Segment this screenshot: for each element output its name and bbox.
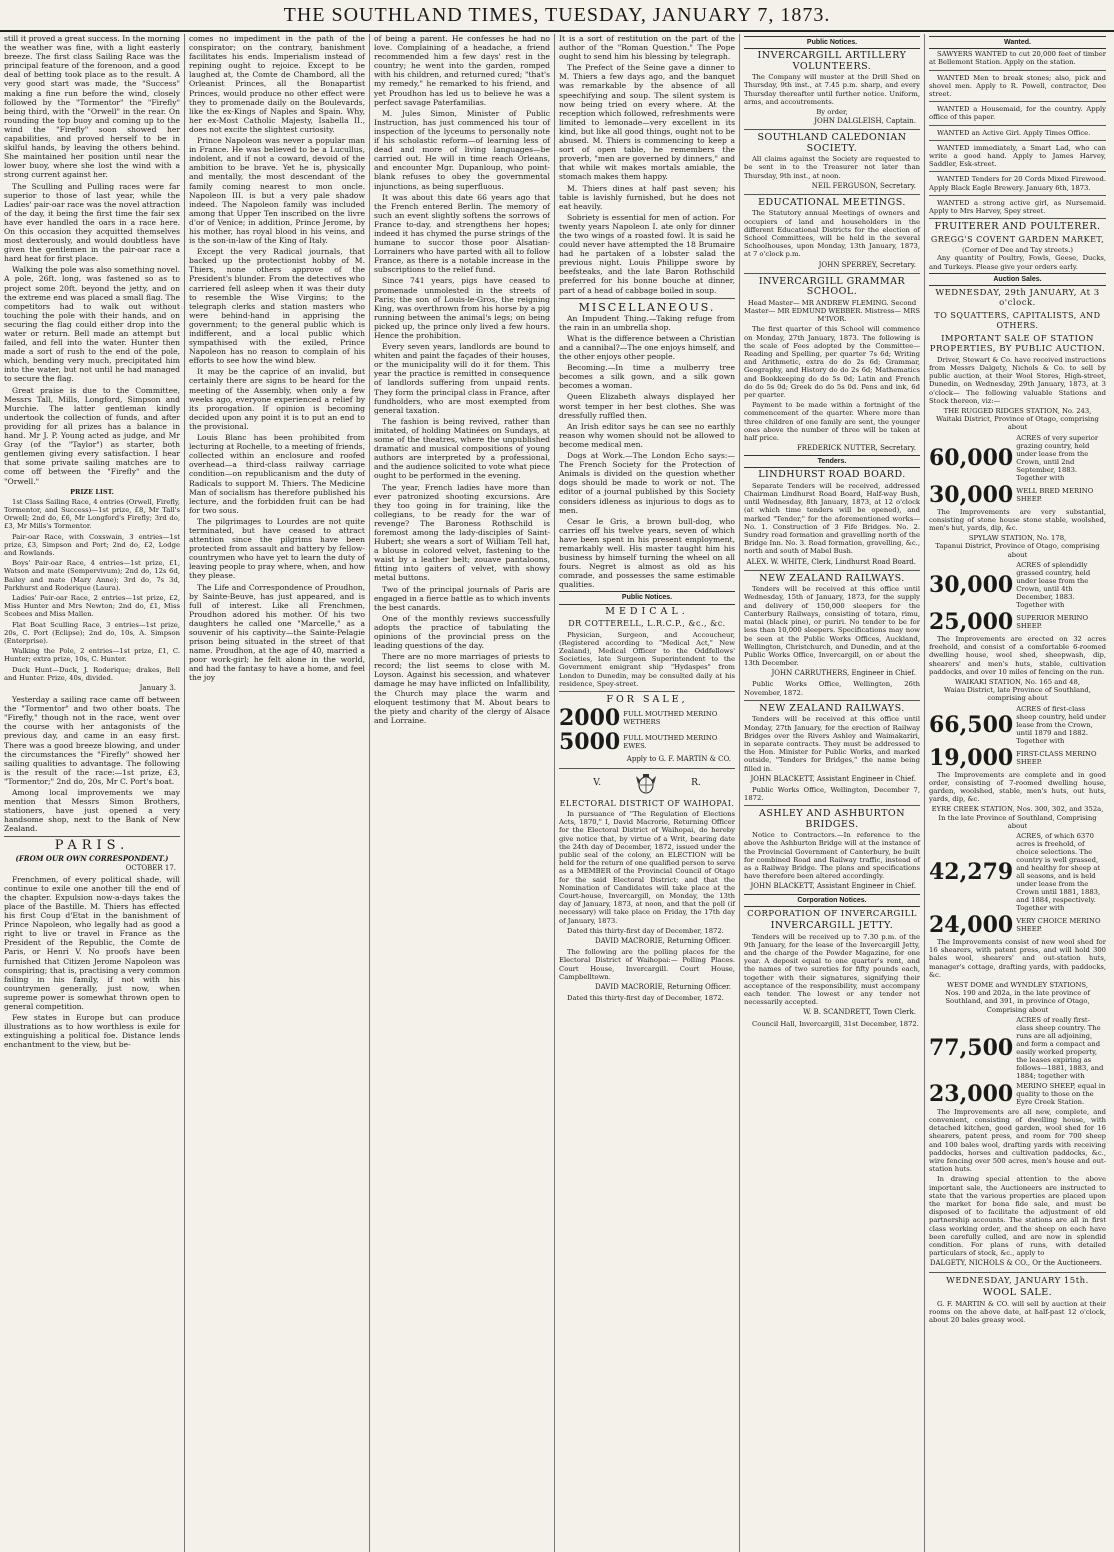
station-improvements: The Improvements consist of new wool shed for 16 shearers, with patent press, and will hold 300 bales wool, shearers' and out-station huts, manager's cottage, drafting yards, with paddocks, &c. (929, 937, 1106, 979)
article-paragraph: Few states in Europe but can produce illustrations as to how worthless is exile for extinguishing a political foe. Distance lends enchantment to the view, but be- (4, 1013, 180, 1050)
station-location: Nos. 190 and 202a, in the late province of Southland, and 391, in province of Otago, Comprising about (944, 989, 1091, 1014)
article-paragraph: Sobriety is essential for men of action. For twenty years Napoleon I. ate only for dinner the two wings of a roasted fowl. It is said he could never have attempted the 18 Brumaire had he partaken of a lobster salad the previous night. Louis Philippe swore by beefsteaks, and the late Baron Rothschild preferred for his bonne bouche at dinner, part of a head of cabbage boiled in soup. (559, 212, 735, 295)
station-description: ACRES of splendidly grassed country, held under lease from the Crown, until 4th December, 1883. Together with (1016, 560, 1091, 609)
ad-title-artillery: INVERCARGILL ARTILLERY VOLUNTEERS. (757, 50, 907, 72)
divider (559, 298, 735, 299)
divider (929, 125, 1106, 126)
ad-date: Public Works Office, Wellington, 26th November, 1872. (744, 680, 920, 697)
divider (929, 101, 1106, 102)
ad-body: Payment to be made within a fortnight of the commencement of the quarter. Where more than three children of one family are sent, the younger ones above the number of three will be taken at half price. (744, 401, 920, 442)
divider (929, 195, 1106, 196)
ad-signature: JOHN SPERREY, Secretary. (818, 260, 916, 269)
classified-ad: WANTED immediately, a Smart Lad, who can write a good hand. Apply to James Harvey, Saddler, Esk-street. (929, 143, 1106, 169)
article-paragraph: The Sculling and Pulling races were far superior to those of last year, while the Ladies' pair-oar race was the novel attraction of the day, it being the first time the fair sex have ever handled the oars in a race here. On this occasion they acquitted themselves most dexterously, and would doubtless have given the gentlemen in the pair-oar race a hard heat for first place. (4, 181, 180, 264)
ad-date: Council Hall, Invercargill, 31st December, 1872. (752, 1019, 919, 1028)
misc-item: Dogs at Work.—The London Echo says:—The French Society for the Protection of Animals is divided on the question whether dogs should be made to work or not. The editor of a journal published by this Society considers idleness as injurious to dogs as to men. (559, 451, 735, 515)
station-quantity: 19,000 (929, 744, 1014, 771)
ad-title-greggs: GREGG'S COVENT GARDEN MARKET, (930, 234, 1105, 244)
ad-signature: JOHN BLACKETT, Assistant Engineer in Chief. (750, 774, 916, 783)
station-location: Tapanui District, Province of Otago, comprising about (935, 542, 1100, 559)
misc-item: What is the difference between a Christian and a cannibal?—The one enjoys himself, and the other enjoys other people. (559, 333, 735, 362)
auction-audience: TO SQUATTERS, CAPITALISTS, AND OTHERS. (934, 310, 1101, 331)
dateline: January 3. (139, 683, 176, 692)
article-paragraph: of being a parent. He confesses he had no love. Complaining of a headache, a friend recommended him a few days' rest in the country; he went into the garden, romped with his children, and returned cured; "that's my remedy," he remarked to his friend, and yet Proudhon has led us to believe he was a perfect savage Paterfamilias. (374, 34, 550, 107)
divider (929, 1272, 1106, 1273)
sale-quantity: 2000 (559, 705, 621, 732)
sale-quantity: 5000 (559, 729, 621, 756)
article-paragraph: still it proved a great success. In the morning the weather was fine, with a light easterly breeze. The first class Sailing Race was the principal feature of the forenoon, and a good deal of betting took place as to the result. A very good start was made, the "Success" making a fine run before the wind, closely followed by the "Tormentor" the "Firefly" being third, with the "Orwell" in the rear. On rounding the top buoy and coming up to the wind the "Firefly" soon showed her capabilities, and proved herself to be in skilful hands, by leaving the others behind. She maintained her position until near the lower buoy, where she lost the wind with a strong current against her. (4, 34, 180, 180)
station-quantity: 25,000 (929, 608, 1014, 635)
crest-letter-v: V. (593, 778, 602, 788)
divider (744, 805, 920, 806)
correspondent-line: (FROM OUR OWN CORRESPONDENT.) (15, 853, 169, 863)
column-4 (555, 34, 740, 1552)
ad-signature: JOHN DALGLEISH, Captain. (814, 117, 916, 126)
ad-body: Separate Tenders will be received, addressed Chairman Lindhurst Road Board, Half-way Bush, until Wednesday, 8th January, 1873, at 12 o'clock (at which time tenders will be opened), and marked "Tender," for the aforementioned works— No. 1. Construction of 3 Fife Bridges. No. 2. Sundry road formation and gravelling north of the Bridge Inn. No. 3. Road formation, gravelling, &c., north and south of Mabel Bush. (744, 481, 920, 556)
station-quantity: 42,279 (929, 858, 1014, 885)
ad-signature: DAVID MACRORIE, Returning Officer. (594, 937, 731, 946)
classified-ad: WANTED an Active Girl. Apply Times Office. (937, 128, 1091, 137)
article-paragraph: It is a sort of restitution on the part of the author of the "Roman Question." The Pope ought to send him his blessing by telegraph. (559, 34, 735, 62)
article-paragraph: The fashion is being revived, rather than imitated, of holding Matinées on Sundays, at some of the theatres, where the unpublished dramatic and musical compositions of young authors are interpreted by a professional, and the audience solicited to vote what piece ought to be performed in the evening. (374, 416, 550, 481)
station-improvements: The Improvements are all new, complete, and convenient, consisting of dwelling house, with detached kitchen, good garden, wool shed for 16 shearers, patent press, and room for 700 sheep and 100 bales wool, drafting yards with receiving paddocks, horses and cultivation paddocks, &c., wire fencing over 500 acres, men's house and out-station huts. (929, 1107, 1106, 1174)
ad-subtitle: (Corner of Dee and Tay streets.) (962, 246, 1073, 255)
ad-body: The Statutory annual Meetings of owners and occupiers of land and householders in the different Educational Districts for the election of School Committees, will be held in the several Schoolhouses, upon Monday, 13th January, 1873, at 7 o'clock p.m. (744, 209, 920, 259)
ad-body: The following are the polling places for the Electoral District of Waihopai:— Polling Places. Court House, Invercargill. Court House, Campbelltown. (559, 948, 735, 981)
article-paragraph: There are no more marriages of priests to record; the list seems to close with M. Loyson. Against his secession, and whatever damage he may have inflicted on Infallibility, the Church may place the warm and eloquent testimony that M. About bears to the piety and charity of the clergy of Alsace and Lorraine. (374, 652, 550, 725)
ad-title-wednesday: WEDNESDAY, JANUARY 15th. (946, 1275, 1089, 1286)
prize-entry: Duck Hunt—Duck, J. Roderique; drakes, Bell and Hunter. Prize, 40s, divided. (4, 665, 180, 682)
columns (0, 34, 1114, 1552)
prize-entry: Ladies' Pair-oar Race, 2 entries—1st prize, £2, Miss Hunter and Mrs Newton; 2nd do, £1, Miss Scobees and Miss Mallen. (4, 593, 180, 619)
article-paragraph: Since 741 years, pigs have ceased to promenade unmolested in the streets of Paris; the son of Louis-le-Gros, the reigning King, was overthrown from his horse by a pig running between the animal's legs; on being picked up, the prince only lived a few hours. Hence the prohibition. (374, 276, 550, 340)
station-stat (929, 911, 1106, 938)
ad-title-corporation: CORPORATION OF INVERCARGILL (747, 908, 917, 919)
divider (4, 836, 180, 837)
auction-headline: IMPORTANT SALE OF STATION PROPERTIES, BY PUBLIC AUCTION. (929, 333, 1106, 355)
ad-signature: JOHN CARRUTHERS, Engineer in Chief. (771, 669, 916, 678)
ad-body: Tenders will be received up to 7.30 p.m. of the 9th January, for the lease of the Invercargill Jetty, and the charge of the Powder Magazine, for one year. A deposit equal to one quarter's rent, and the names of two sureties for fifty pounds each, together with their signatures, signifying their acceptance of the responsibility, must accompany each tender. The lowest or any tender not necessarily accepted. (744, 932, 920, 1007)
ad-title-lindhurst: LINDHURST ROAD BOARD. (758, 469, 906, 481)
ad-body: Tenders will be received at this office until Wednesday, 15th of January, 1873, for the supply and delivery of 150,000 sleepers for the Canterbury Railways, consisting of totara, rimu, matai (black pine), or puriri. No tender to be for less than 10,000 sleepers. Specifications may now be seen at the Public Works Offices, Auckland, Wellington, Christchurch, and Dunedin, and at the Public Works Office, Invercargill, on or about the 13th December. (744, 585, 920, 668)
misc-item: Becoming.—In time a mulberry tree becomes a silk gown, and a silk gown becomes a woman. (559, 363, 735, 391)
station-quantity: 66,500 (929, 711, 1014, 738)
prize-list-heading: PRIZE LIST. (70, 487, 114, 496)
article-paragraph: It may be the caprice of an invalid, but certainly there are signs to be heard for the meeting of the Assembly, when only a few weeks ago, everyone experienced a relief by its prorogation. If opinion is becoming decided upon any point it is to put an end to the provisional. (189, 367, 365, 431)
station-title: WAIKAKI STATION, No. 165 and 48, (955, 677, 1080, 686)
column-3 (370, 34, 555, 1552)
station-quantity: 24,000 (929, 911, 1014, 938)
ad-signature: JOHN BLACKETT, Assistant Engineer in Chief. (750, 882, 916, 891)
column-5 (740, 34, 925, 1552)
article-paragraph: The Prefect of the Seine gave a dinner to M. Thiers a few days ago, and the banquet was remarkable by the absence of all speechifying and soup. The silent system is now being tried on every where. At the reception which followed, refreshments were limited to lemonade—very excellent in its kind, but like all good things, ought not to be abused. M. Thiers is commencing to keep a sort of open table, he remembers the proverb, "men are governed by dinners," and that while wit makes mortals amiable, the stomach makes them happy. (559, 63, 735, 182)
prize-entry: Boys' Pair-oar Race, 4 entries—1st prize, £1, Watson and mate (Sempervivum); 2nd do, 12s 6d, Bailey and mate (Mary Anne); 3rd do, 7s 3d, Parkhurst and Roderique (Laura). (4, 559, 180, 592)
article-paragraph: M. Thiers dines at half past seven; his table is lavishly furnished, but he does not eat heavily. (559, 183, 735, 211)
misc-item: An Impudent Thing.—Taking refuge from the rain in an umbrella shop. (559, 313, 735, 332)
crest-letter-r: R. (691, 778, 701, 788)
station-location: Waitaki District, Province of Otago, comprising about (936, 415, 1099, 432)
station-quantity: 30,000 (929, 481, 1014, 508)
classified-ad: WANTED a Housemaid, for the country. Apply office of this paper. (929, 105, 1106, 122)
station-description: FIRST-CLASS MERINO SHEEP. (1016, 749, 1097, 766)
ad-signature: DALGETY, NICHOLS & CO., Or the Auctioneers. (929, 1259, 1102, 1268)
article-paragraph: comes no impediment in the path of the conspirator; on the contrary, banishment facilitates his ends. Imperialism instead of repining ought to rejoice. Except to be laughed at, the Comte de Chambord, all the Orleanist Princes, all the Bonapartist Princes, would produce no other effect were they to promenade daily on the Boulevards, like the ex-Kings of Naples and Spain. Why, her ex-Most Catholic Majesty, Isabella II., does not excite the slightest curiosity. (189, 34, 365, 134)
section-banner-wanted: Wanted. (929, 36, 1106, 49)
section-heading-paris: PARIS. (54, 838, 130, 854)
ad-title-jetty: INVERCARGILL JETTY. (770, 920, 894, 932)
dateline: OCTOBER 17. (125, 863, 176, 872)
ad-date: Dated this thirty-first day of December, 1872. (567, 994, 724, 1003)
divider (559, 768, 735, 769)
sale-description: FULL MOUTHED MERINO WETHERS (623, 710, 718, 727)
station-improvements: The Improvements are very substantial, consisting of stone house stone stable, woolshed, men's hut, yards, dip, &c. (929, 507, 1106, 533)
station-description: ACRES of very superior grazing country, held under lease from the Crown, until 2nd September, 1883. Together with (1016, 433, 1099, 482)
station-stat (929, 744, 1106, 771)
misc-item: Queen Elizabeth always displayed her worst temper in her best clothes. She was dressfully ruffled then. (559, 392, 735, 420)
classified-ad: SAWYERS WANTED to cut 20,000 feet of timber at Bellemont Station. Apply on the station. (929, 50, 1106, 67)
ad-title-wool-sale: WOOL SALE. (982, 1287, 1053, 1299)
ad-staff: Head Master— MR ANDREW FLEMING. Second Master— MR EDMUND WEBBER. Mistress— MRS M'IVOR. (744, 298, 920, 324)
divider (929, 171, 1106, 172)
section-banner-corporation: Corporation Notices. (744, 894, 920, 907)
article-paragraph: Frenchmen, of every political shade, will continue to exile one another till the end of the chapter. Expulsion now-a-days takes the place of the Bastille. M. Thiers has effected his first Coup d'Etat in the banishment of Prince Napoleon, who legally had as good a right to live or travel in France as the President of the Republic, the Comte de Paris, or Henri V. No proofs have been furnished that Citizen Jerome Napoleon was conspiring; that is, practising a very common failing in his family, if not with his countrymen generally, just now, when supreme power is somewhat thrown open to general competition. (4, 874, 180, 1012)
station-description: SUPERIOR MERINO SHEEP. (1016, 613, 1089, 630)
prize-entry: Flat Boat Sculling Race, 3 entries—1st prize, 20s, C. Port (Eclipse); 2nd do, 10s, A. Simpson (Enterprise). (4, 620, 180, 645)
divider (929, 218, 1106, 219)
divider (559, 691, 735, 692)
prize-entry: 1st Class Sailing Race, 4 entries (Orwell, Firefly, Tormentor, and Success)—1st prize, £8, Mr Tall's Orwell; 2nd do, £6, Mr Longford's Firefly; 3rd do, £3, Mr Mills's Tormentor. (4, 497, 180, 531)
station-quantity: 77,500 (929, 1034, 1014, 1061)
column-6 (925, 34, 1110, 1552)
article-paragraph: Two of the principal journals of Paris are engaged in a fierce battle as to which invents the best canards. (374, 584, 550, 612)
article-paragraph: The pilgrimages to Lourdes are not quite terminated, but have ceased to attract attention since the pilgrims have been protected from assault and battery by fellow-countrymen who have yet to learn the duty of leaving people to pray where, when, and how they please. (189, 516, 365, 581)
station-title: THE RUGGED RIDGES STATION, No. 243, (943, 407, 1092, 416)
sale-line (559, 705, 735, 732)
divider (744, 570, 920, 571)
station-description: WELL BRED MERINO SHEEP. (1016, 486, 1094, 503)
ad-title-nz-railways: NEW ZEALAND RAILWAYS. (759, 572, 905, 584)
station-stat (929, 705, 1106, 745)
classified-ad: WANTED Tenders for 20 Cords Mixed Firewood. Apply Black Eagle Brewery. January 6th, 1873. (929, 175, 1106, 192)
article-paragraph: The year, French ladies have more than ever patronized shooting excursions. Are they too going in for training, like the collegians, to be ready for the war of revenge? The Baroness Rothschild is foremost among the lady-disciples of Saint-Hubert; she wears a sort of William Tell hat, a blouse in colored velvet, fastening to the waist by a leather belt; zouave pantaloons, fitting into gaiters of velvet, with showy metal buttons. (374, 482, 550, 583)
station-description: ACRES of first-class sheep country, held under lease from the Crown, until 1879 and 1882. Together with (1016, 704, 1106, 745)
ad-title-ashley-bridges: ASHLEY AND ASHBURTON BRIDGES. (758, 808, 906, 830)
ad-signature: W. B. SCANDRETT, Town Clerk. (803, 1008, 916, 1017)
ad-body: Notice to Contractors.—In reference to the above the Ashburton Bridge will at the instance of the Provincial Government of Canterbury, be built for combined Road and Railway traffic, instead of as a Railway Bridge. The plans and specifications have therefore been altered accordingly. (744, 831, 920, 881)
station-description: ACRES of really first-class sheep country. The runs are all adjoining, and form a compact and easily worked property, the leases expiring as follows—1881, 1883, and 1884; together with (1016, 1015, 1104, 1080)
section-banner-public-notices: Public Notices. (559, 591, 735, 604)
station-improvements: The Improvements are erected on 32 acres freehold, and consist of a comfortable 6-roomed dwelling house, wool shed, sheepwash, dip, shearers' and men's huts, stable, cultivation paddocks, and over 10 miles of fencing on the run. (929, 634, 1106, 676)
article-paragraph: One of the monthly reviews successfully adopts the practice of tabulating the opinions of the provincial press on the leading questions of the day. (374, 613, 550, 651)
station-quantity: 23,000 (929, 1080, 1014, 1107)
ad-signature: ALEX. W. WHITE, Clerk, Lindhurst Road Board. (746, 557, 916, 566)
ad-body: Driver, Stewart & Co. have received instructions from Messrs Dalgety, Nichols & Co. to sell by public auction, at their Wool Stores, High-street, Dunedin, on Wednesday, 29th January, 1873, at 3 o'clock— The following valuable Stations and Stock thereon, viz:— (929, 355, 1106, 405)
prize-entry: Walking the Pole, 2 entries—1st prize, £1, C. Hunter; extra prize, 10s, C. Hunter. (4, 647, 180, 664)
column-2 (185, 34, 370, 1552)
section-heading-miscellaneous: MISCELLANEOUS. (578, 300, 716, 314)
ad-body: All claims against the Society are requested to be sent in to the Treasurer not later than Thursday, 9th inst., at noon. (744, 155, 920, 180)
station-improvements: The Improvements are complete and in good order, consisting of 7-roomed dwelling house, garden, woolshed, stable, men's huts, out huts, yards, dip, &c. (929, 770, 1106, 804)
ad-body: The Company will muster at the Drill Shed on Thursday, 9th inst., at 7.45 p.m. sharp, and every Thursday thereafter until further notice. Uniform, arms, and accoutrements. (744, 73, 920, 106)
ad-title-fruiterer: FRUITERER AND POULTERER. (934, 221, 1101, 233)
section-banner-tenders: Tenders. (744, 455, 920, 468)
classified-ad: WANTED Men to break stones; also, pick and shovel men. Apply to R. Powell, contractor, Dee street. (929, 73, 1106, 98)
sale-line (559, 729, 735, 756)
ad-signature: Apply to G. F. MARTIN & CO. (626, 755, 731, 764)
ad-order: By order, (816, 107, 848, 116)
station-stat (929, 434, 1106, 482)
ad-body: In drawing special attention to the above important sale, the Auctioneers are instructed to state that the various properties are placed upon the market for bona fide sale, and must be disposed of to facilitate the adjustment of old partnership accounts. The stations are all in first class working order, and the sheep on each have been carefully culled, and are now in splendid condition. For plans of runs, with detailed particulars of stock, &c., apply to (929, 1175, 1106, 1258)
article-paragraph: The Life and Correspondence of Proudhon, by Sainte-Beuve, has just appeared, and is full of interest. Like all Frenchmen, Proudhon adored his mother. Of his two daughters he called one "Marcelle," as a souvenir of his captivity—the Sainte-Pelagie prison being situated in the street of that name. Proudhon, at the age of 40, married a poor work-girl; he felt alone in the world, and had the fantasy to have a home, and feel the joy (189, 582, 365, 683)
station-title: WEST DOME and WYNDLEY STATIONS, (946, 980, 1088, 989)
station-description: ACRES, of which 6370 acres is freehold, of choice selections. The country is well grassed, and healthy for sheep at all seasons, and is held under lease from the Crown until 1881, 1883, and 1884, respectively. Together with (1016, 831, 1101, 912)
ad-title-educational: EDUCATIONAL MEETINGS. (758, 196, 906, 208)
misc-item: Cesar le Gris, a brown bull-dog, who carries off his twelve years, seven of which have been spent in his present employment, remarkably well. His master taught him his business by himself turning the wheel on all fours. Negret is almost as old as his comrade, and possesses the same estimable qualities. (559, 516, 735, 590)
prize-entry: Pair-oar Race, with Coxswain, 3 entries—1st prize, £3, Simpson and Port; 2nd do, £2, Lodge and Rowlands. (4, 532, 180, 557)
ad-signature: NEIL FERGUSON, Secretary. (811, 181, 916, 190)
classified-ad: WANTED a strong active girl, as Nursemaid. Apply to Mrs Harvey, Spey street. (929, 198, 1106, 215)
station-description: MERINO SHEEP, equal in quality to those on the Eyre Creek Station. (1016, 1081, 1106, 1106)
ad-body: Any quantity of Poultry, Fowls, Geese, Ducks, and Turkeys. Please give your orders early. (929, 254, 1106, 271)
station-location: In the late Province of Southland, Comprising about (938, 813, 1097, 830)
divider (929, 140, 1106, 141)
station-stat (929, 561, 1106, 609)
ad-subtitle: DR COTTERELL, L.R.C.P., &c., &c. (568, 619, 726, 629)
station-stat (929, 832, 1106, 912)
station-stat (929, 481, 1106, 508)
royal-crest (559, 772, 735, 796)
station-description: VERY CHOICE MERINO SHEEP. (1016, 916, 1101, 933)
ad-title-medical: MEDICAL. (605, 605, 689, 617)
ad-title-nz-railways-2: NEW ZEALAND RAILWAYS. (759, 702, 905, 714)
station-stat (929, 1016, 1106, 1080)
ad-date: Public Works Office, Wellington, December 7, 1872. (744, 785, 920, 803)
section-banner-auction: Auction Sales. (929, 273, 1106, 286)
ad-body: The first quarter of this School will commence on Monday, 27th January, 1873. The following is the scale of Fees adopted by the Committee— Reading and Spelling, per quarter 7s 6d; Writing and Arithmetic, extra do do 2s 6d; Grammar, Geography, and History do do 2s 6d; Mathematics and Bookkeeping do do 5s 0d; Latin and French do do 5s 0d; Greek do do 5s 0d. Pens and ink, 6d per quarter. (744, 325, 920, 399)
misc-item: An Irish editor says he can see no earthly reason why women should not be allowed to become medical men. (559, 421, 735, 449)
article-paragraph: Walking the pole was also something novel. A pole, 26ft. long, was fastened so as to project some 20ft. beyond the jetty, and on the extreme end was placed a small flag. The competitors had to walk out without touching the pole with their hands, and on securing the flag could either drop into the water or return. Bell made an attempt but failed, and fell into the water. Hunter then made a sort of rush to the end of the pole, which, bending very much, precipitated him into the water, but not until he had managed to secure the flag. (4, 265, 180, 384)
ad-signature: FREDERICK NUTTER, Secretary. (796, 444, 916, 453)
article-paragraph: Louis Blanc has been prohibited from lecturing at Rochelle, to a meeting of friends, collected within an enclosure and roofed overhead—a third-class railway carriage condition—on republicanism and the duty of Radicals to support M. Thiers. The Medicine Man of socialism has therefore published his lecture, and the forbidden fruit can be had for two sous. (189, 433, 365, 515)
ad-signature: DAVID MACRORIE, Returning Officer. (594, 983, 731, 991)
ad-body: Physician, Surgeon, and Accoucheur, (Registered according to "Medical Act," New Zealand), Medical Officer to the Oddfellows' Societies, late Surgeon Superintendent to the Government emigrant ship "Hydaspes" from London to Dunedin, may be consulted daily at his residence, Spey-street. (559, 630, 735, 688)
station-title: EYRE CREEK STATION, Nos. 300, 302, and 352a, (931, 805, 1104, 814)
station-quantity: 30,000 (929, 571, 1014, 598)
divider (744, 273, 920, 274)
column-1 (0, 34, 185, 1552)
ad-title-caledonian: SOUTHLAND CALEDONIAN SOCIETY. (757, 132, 907, 154)
article-paragraph: Yesterday a sailing race came off between the "Tormentor" and two other boats. The "Firefly," though not in the race, went over the course with her antagonists of the previous day, and came in an easy first. There was a good breeze blowing, and under the circumstances the "Firefly" showed her sailing qualities to advantage. The following is the result of the race:—1st prize, £3, "Tormentor;" 2nd do, 20s, Mr C. Port's boat. (4, 695, 180, 786)
masthead: THE SOUTHLAND TIMES, TUESDAY, JANUARY 7, 1873. (0, 0, 1114, 32)
section-banner-public-notices: Public Notices. (744, 36, 920, 49)
ad-title-electoral: ELECTORAL DISTRICT OF WAIHOPAI. (559, 798, 735, 808)
ad-date: Dated this thirty-first day of December, 1872. (567, 926, 724, 935)
station-title: SPYLAW STATION, No. 178, (968, 534, 1067, 543)
station-location: Waiau District, late Province of Southland, comprising about (944, 686, 1091, 703)
ad-title-grammar-school: INVERCARGILL GRAMMAR SCHOOL. (758, 275, 906, 298)
sale-description: FULL MOUTHED MERINO EWES. (623, 734, 718, 751)
station-stat (929, 608, 1106, 635)
ad-body: In pursuance of "The Regulation of Elections Acts, 1870," I, David Macrorie, Returning Officer for the Electoral District of Waihopai, do hereby give notice that, by virtue of a Writ, bearing date the 24th day of December, 1872, issued under the public seal of the colony, an ELECTION will be held for the return of one qualified person to serve as a MEMBER of the Provincial Council of Otago for the said Electoral District; and that the Nomination of Candidates will take place at the Court-house, Invercargill, on Monday, the 13th day of January, 1873, at noon, and that the poll (if necessary) will take place on Friday, the 17th day of January, 1873. (559, 810, 735, 925)
article-paragraph: Great praise is due to the Committee, Messrs Tall, Mills, Longford, Simpson and Murchie. The latter gentleman kindly undertook the collection of funds, and after providing for all prizes has a balance in hand. Mr J. P. Young acted as judge, and Mr Gray (of the "Taylor") as starter, both gentlemen giving every satisfaction. I hear that some private sailing matches are to come off between the "Firefly" and the "Orwell." (4, 385, 180, 486)
article-paragraph: It was about this date 66 years ago that the French entered Berlin. The memory of such an event slightly softens the sorrows of France to-day, and strengthens her hopes; indeed it has chymed the purse strings of the humane to succor those poor Alsatian-Lorrainers who have parted with all to follow France, as there is a notable increase in the subscriptions to the relief fund. (374, 192, 550, 275)
article-paragraph: Every seven years, landlords are bound to whiten and paint the façades of their houses, or the municipality will do it for them. This year the practice is remitted in consequence of landlords suffering from unpaid rents. They form the principal class in France, after fundholders, who are most exempted from general taxation. (374, 342, 550, 415)
article-paragraph: Prince Napoleon was never a popular man in France. He was believed to be a Lucullus, indolent, and if not a coward, devoid of the ambition to be brave. Yet he is, physically and mentally, the most descendant of the family coming nearest to mon oncle. Napoleon III. is but a very pale shadow indeed. The Napoleon family was included among that Upper Ten inscribed on the livre d'or of Venice; in addition, Prince Jerome, by his mother, has royal blood in his veins, and is the son-in-law of the King of Italy. (189, 136, 365, 246)
auction-date: WEDNESDAY, 29th JANUARY, At 3 o'clock. (935, 287, 1100, 309)
article-paragraph: Among local improvements we may mention that Messrs Simon Brothers, stationers, have just opened a very handsome shop, next to the Bank of New Zealand. (4, 787, 180, 834)
divider (744, 194, 920, 195)
ad-body: Tenders will be received at this office until Monday, 27th January, for the erection of Railway Bridges over the Rivers Ashley and Waimakariri, in separate contracts. They must be addressed to the Hon. Minister for Public Works, and marked outside, "Tenders for Bridges," the name being filled in. (744, 715, 920, 773)
coat-of-arms-icon (631, 772, 661, 796)
station-stat (929, 1082, 1106, 1106)
divider (929, 70, 1106, 71)
station-quantity: 60,000 (929, 444, 1014, 471)
divider (744, 129, 920, 130)
divider (744, 700, 920, 701)
article-paragraph: Except the very Radical journals, that backed up the protectionist hobby of M. Thiers, none others approve of the President's blunder. From the detectives who carriered fell asleep when it was their duty to resemble the Wise Virgins; to the telegraph clerks and station masters who were behind-hand in apprising the government; to the general public which is indifferent, and a local public which sympathised with the exiled, Prince Napoleon has no reason to complain of his efforts to see how the wind blew. (189, 247, 365, 366)
ad-body: G. F. MARTIN & CO. will sell by auction at their rooms on the above date, at half-past 12 o'clock, about 20 bales greasy wool. (929, 1299, 1106, 1324)
article-paragraph: M. Jules Simon, Minister of Public Instruction, has just commenced his tour of inspection of the lyceums to personally note if his scholastic reform—of learning less of dead and more of living languages—be carried out. He will in time reach Orleans, and encounter Mgr. Dupanloup, who point-blank refuses to obey the governmental injunctions, as being superfluous. (374, 108, 550, 191)
ad-title-for-sale: FOR SALE, (606, 693, 688, 705)
